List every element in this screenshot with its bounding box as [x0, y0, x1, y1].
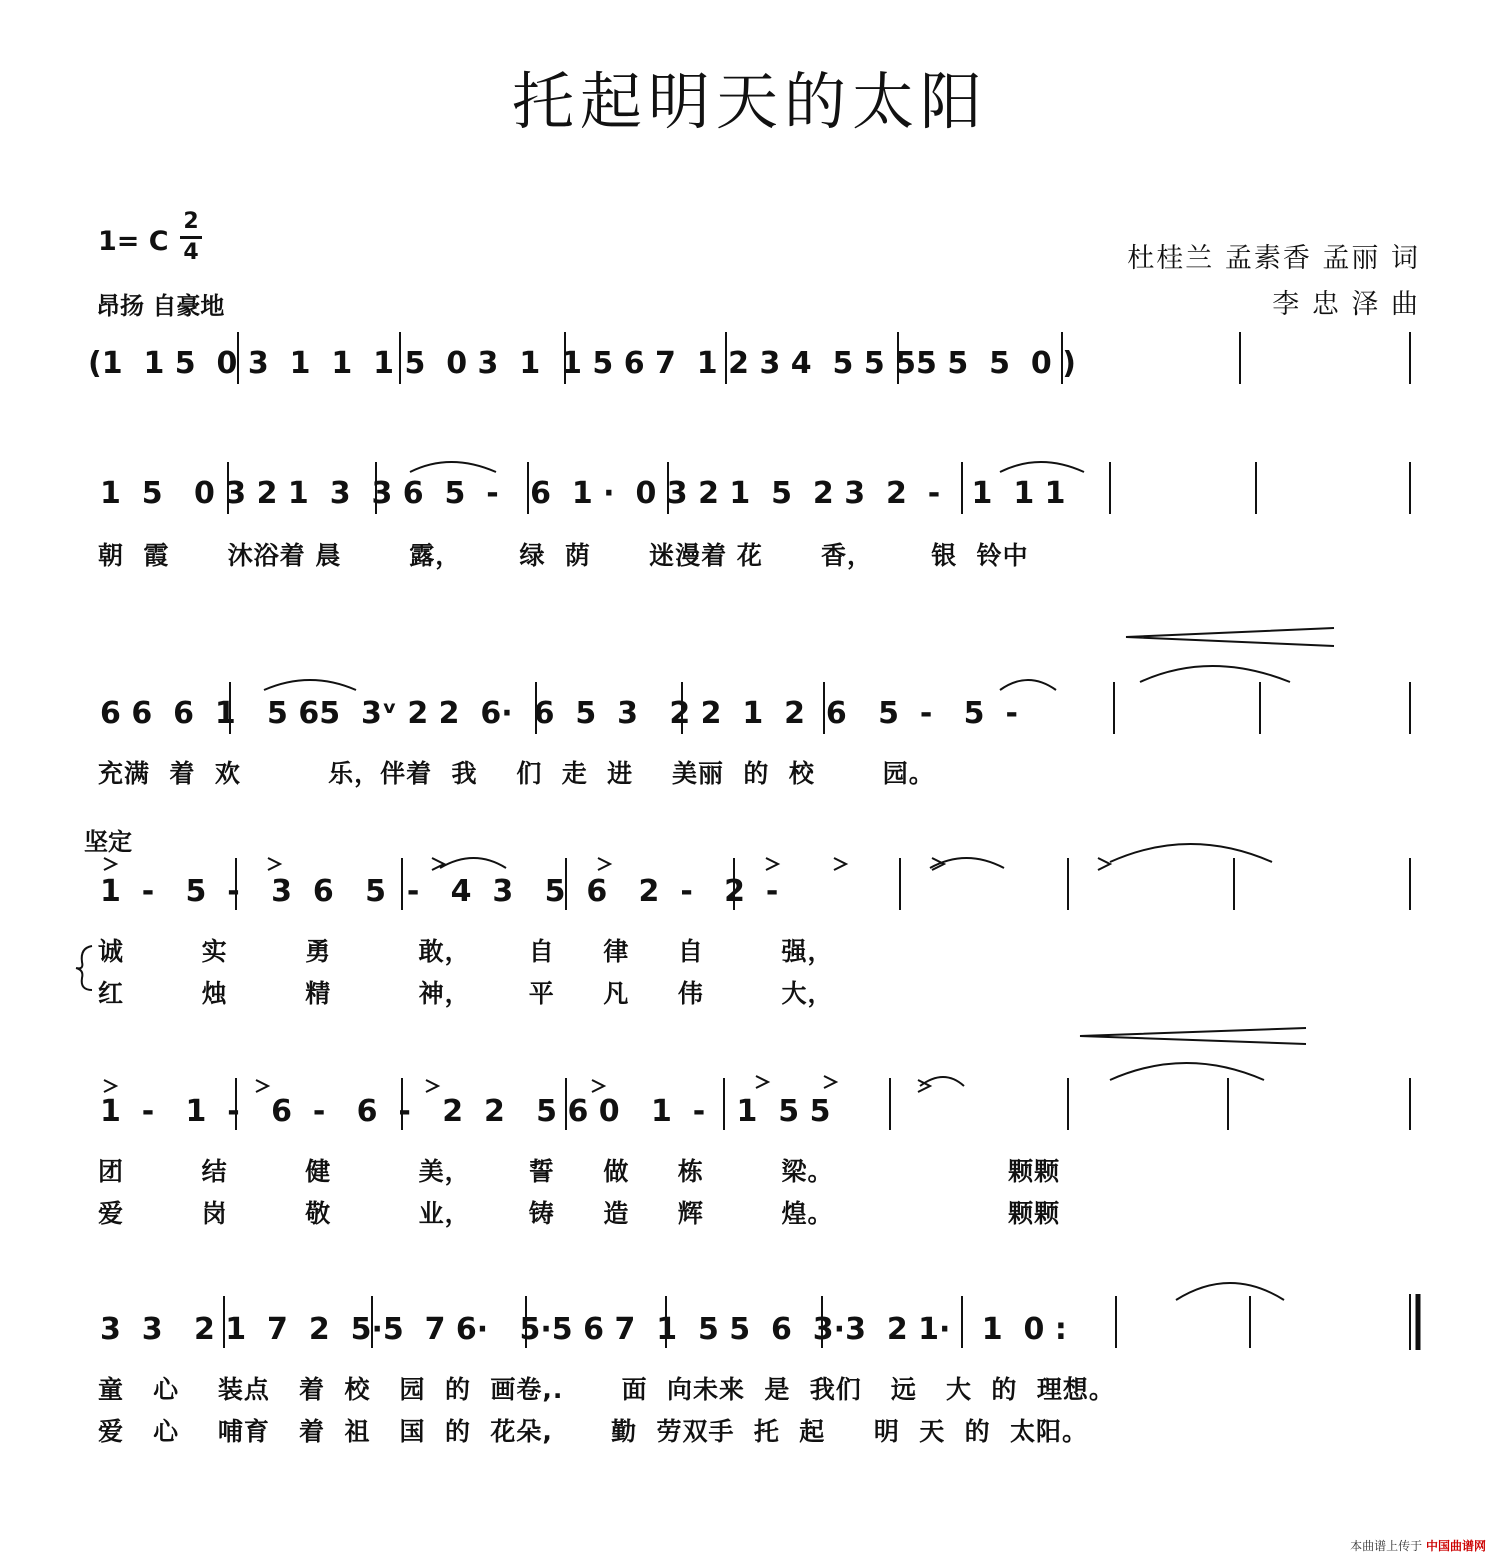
- lyrics-row-4-verse-2: 红 烛 精 神， 平 凡 伟 大，: [98, 979, 834, 1008]
- lyrics-row-6-verse-2: 爱 心 哺育 着 祖 国 的 花朵, 勤 劳双手 托 起 明 天 的 太阳。: [98, 1417, 1089, 1446]
- footer-credit: [1350, 1537, 1486, 1554]
- barlines: [224, 332, 1418, 1350]
- slurs: [264, 462, 1290, 1300]
- lyricist-credit: 杜桂兰 孟素香 孟丽 词: [1127, 243, 1420, 274]
- notes-row-2: 1 5 0 3 2 1 3 3 6 5 - 6 1 · 0 3 2 1 5 2 3 2 - 1 1 1: [100, 476, 1066, 511]
- key-signature: 1= C: [98, 226, 169, 257]
- notes-row-4: 1 - 5 - 3 6 5 - 4 3 5 6 2 - 2 -: [100, 874, 779, 909]
- verse-brace: [76, 946, 92, 990]
- song-title: 托起明天的太阳: [511, 65, 988, 138]
- composer-credit: 李 忠 泽 曲: [1272, 289, 1420, 320]
- lyrics-row-6-verse-1: 童 心 装点 着 校 园 的 画卷,. 面 向未来 是 我们 远 大 的 理想。: [98, 1375, 1115, 1404]
- lyrics-row-2: 朝 霞 沐浴着 晨 露， 绿 荫 迷漫着 花 香， 银 铃中: [98, 541, 1029, 570]
- footer-prefix: 本曲谱上传于: [1350, 1539, 1423, 1553]
- tempo-marking-2: 坚定: [84, 828, 132, 856]
- notes-row-5: 1 - 1 - 6 - 6 - 2 2 5 6 0 1 - 1 5 5: [100, 1094, 831, 1129]
- tempo-marking: 昂扬 自豪地: [96, 292, 225, 320]
- accents: [104, 858, 1110, 1092]
- notes-row-1: (1 1 5 0 3 1 1 1 5 0 3 1 1 5 6 7 1 2 3 4 5 5 55 5 5 0 ): [88, 346, 1076, 381]
- lyrics-row-5-verse-1: 团 结 健 美， 誓 做 栋 梁。 颗颗: [98, 1157, 1061, 1186]
- time-top: 2: [183, 209, 199, 234]
- notes-row-6: 3 3 2 1 7 2 5·5 7 6· 5·5 6 7 1 5 5 6 3·3 2 1· 1 0 :: [100, 1312, 1067, 1347]
- time-bottom: 4: [183, 240, 199, 265]
- hairpins: [1080, 628, 1334, 1044]
- footer-brand[interactable]: 中国曲谱网: [1425, 1539, 1486, 1553]
- notes-row-3: 6 6 6 1 5 65 3ᵛ 2 2 6· 6 5 3 2 2 1 2 6 5 - 5 -: [100, 696, 1018, 731]
- lyrics-row-3: 充满 着 欢 乐，伴着 我 们 走 进 美丽 的 校 园。: [98, 759, 935, 788]
- lyrics-row-4-verse-1: 诚 实 勇 敢， 自 律 自 强，: [98, 937, 834, 966]
- lyrics-row-5-verse-2: 爱 岗 敬 业， 铸 造 辉 煌。 颗颗: [98, 1199, 1061, 1228]
